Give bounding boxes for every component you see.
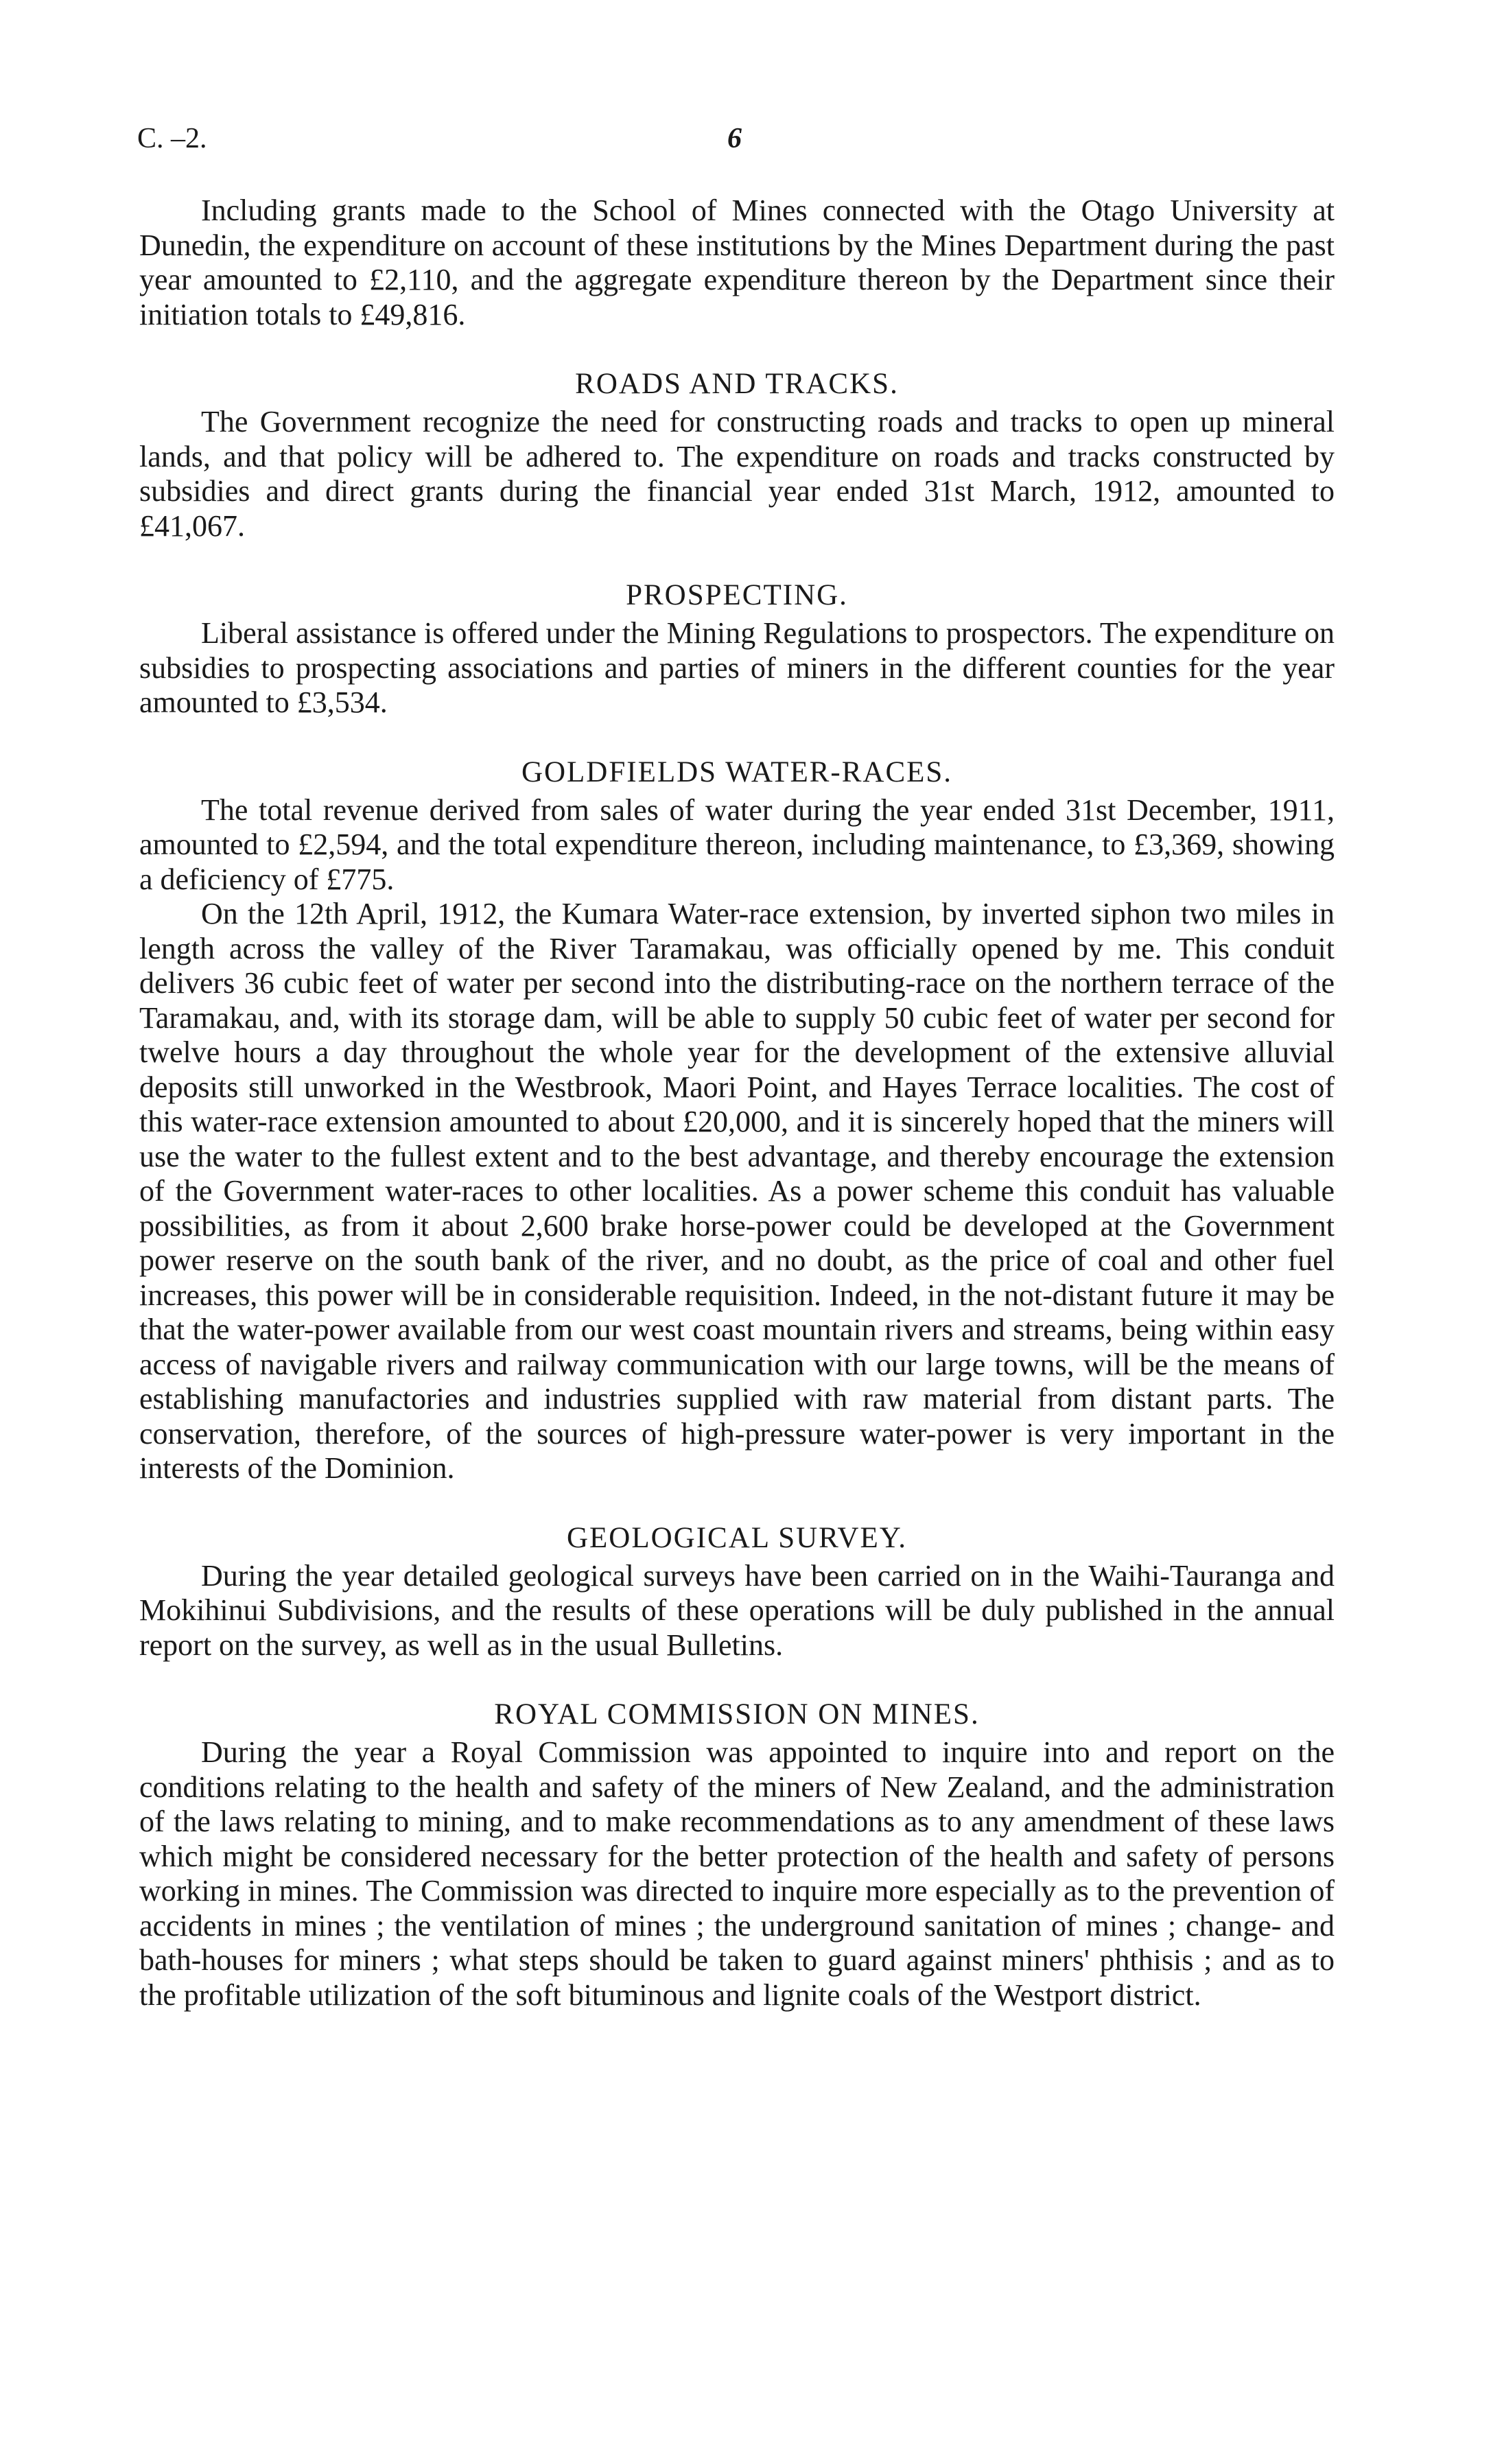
heading-geological-survey: GEOLOGICAL SURVEY. bbox=[566, 1521, 907, 1554]
page-number: 6 bbox=[727, 123, 742, 154]
paragraph-school-of-mines: Including grants made to the School of Mines connected with the Otago University at Dunedin, the expenditure on account of these institutions by the Mines Department during the past year amounted to £2,110, and the aggregate expenditure thereon by the Department since their initiation totals to £49,816. bbox=[139, 193, 1335, 331]
heading-roads-and-tracks: ROADS AND TRACKS. bbox=[575, 368, 899, 400]
page-header bbox=[137, 122, 1345, 163]
section-royal-commission bbox=[139, 1697, 1335, 2013]
paragraph-prospecting: Liberal assistance is offered under the Mining Regulations to prospectors. The expenditure on subsidies to prospecting associations and parties of miners in the different counties for the year amounted to £3,534. bbox=[139, 616, 1335, 719]
section-goldfields-water-races bbox=[139, 755, 1335, 1486]
heading-goldfields-water-races: GOLDFIELDS WATER-RACES. bbox=[521, 755, 953, 788]
page-body bbox=[139, 193, 1335, 2013]
section-prospecting bbox=[139, 578, 1335, 720]
paragraph-water-revenue: The total revenue derived from sales of water during the year ended 31st December, 1911, amounted to £2,594, and the total expenditure thereon, including maintenance, to £3,369, showing a deficiency of £775. bbox=[139, 793, 1335, 896]
section-roads-and-tracks bbox=[139, 366, 1335, 543]
section-school-of-mines bbox=[139, 193, 1335, 332]
heading-royal-commission: ROYAL COMMISSION ON MINES. bbox=[494, 1698, 980, 1730]
heading-prospecting: PROSPECTING. bbox=[626, 579, 848, 611]
document-reference: C. –2. bbox=[137, 123, 207, 154]
section-geological-survey bbox=[139, 1521, 1335, 1663]
paragraph-royal-commission: During the year a Royal Commission was appointed to inquire into and report on the conditions relating to the health and safety of the miners of New Zealand, and the administration of the laws relating to mining, and to make recommendations as to any amendment of these laws which might be considered necessary for the better protection of the health and safety of persons working in mines. The Commission was directed to inquire more especially as to the prevention of accidents in mines ; the ventilation of mines ; the underground sanitation of mines ; change- and bath-houses for miners ; what steps should be taken to guard against miners' phthisis ; and as to the profitable utilization of the soft bituminous and lignite coals of the Westport district. bbox=[139, 1735, 1335, 2012]
paragraph-geological-survey: During the year detailed geological surveys have been carried on in the Waihi-Tauranga and Mokihinui Subdivisions, and the results of these operations will be duly published in the annual report on the survey, as well as in the usual Bulletins. bbox=[139, 1558, 1335, 1662]
paragraph-kumara-extension: On the 12th April, 1912, the Kumara Water-race extension, by inverted siphon two miles in length across the valley of the River Taramakau, was officially opened by me. This conduit delivers 36 cubic feet of water per second into the distributing-race on the northern terrace of the Taramakau, and, with its storage dam, will be able to supply 50 cubic feet of water per second for twelve hours a day throughout the whole year for the development of the extensive alluvial deposits still unworked in the Westbrook, Maori Point, and Hayes Terrace localities. The cost of this water-race extension amounted to about £20,000, and it is sincerely hoped that the miners will use the water to the fullest extent and to the best advantage, and thereby encourage the extension of the Government water-races to other localities. As a power scheme this conduit has valuable possibilities, as from it about 2,600 brake horse-power could be developed at the Government power reserve on the south bank of the river, and no doubt, as the price of coal and other fuel increases, this power will be in considerable requisition. Indeed, in the not-distant future it may be that the water-power available from our west coast mountain rivers and streams, being within easy access of navigable rivers and railway communication with our large towns, will be the means of establishing manufactories and industries supplied with raw material from distant parts. The conservation, therefore, of the sources of high-pressure water-power is very important in the interests of the Dominion. bbox=[139, 897, 1335, 1485]
paragraph-roads-and-tracks: The Government recognize the need for constructing roads and tracks to open up mineral lands, and that policy will be adhered to. The expenditure on roads and tracks constructed by subsidies and direct grants during the financial year ended 31st March, 1912, amounted to £41,067. bbox=[139, 405, 1335, 543]
